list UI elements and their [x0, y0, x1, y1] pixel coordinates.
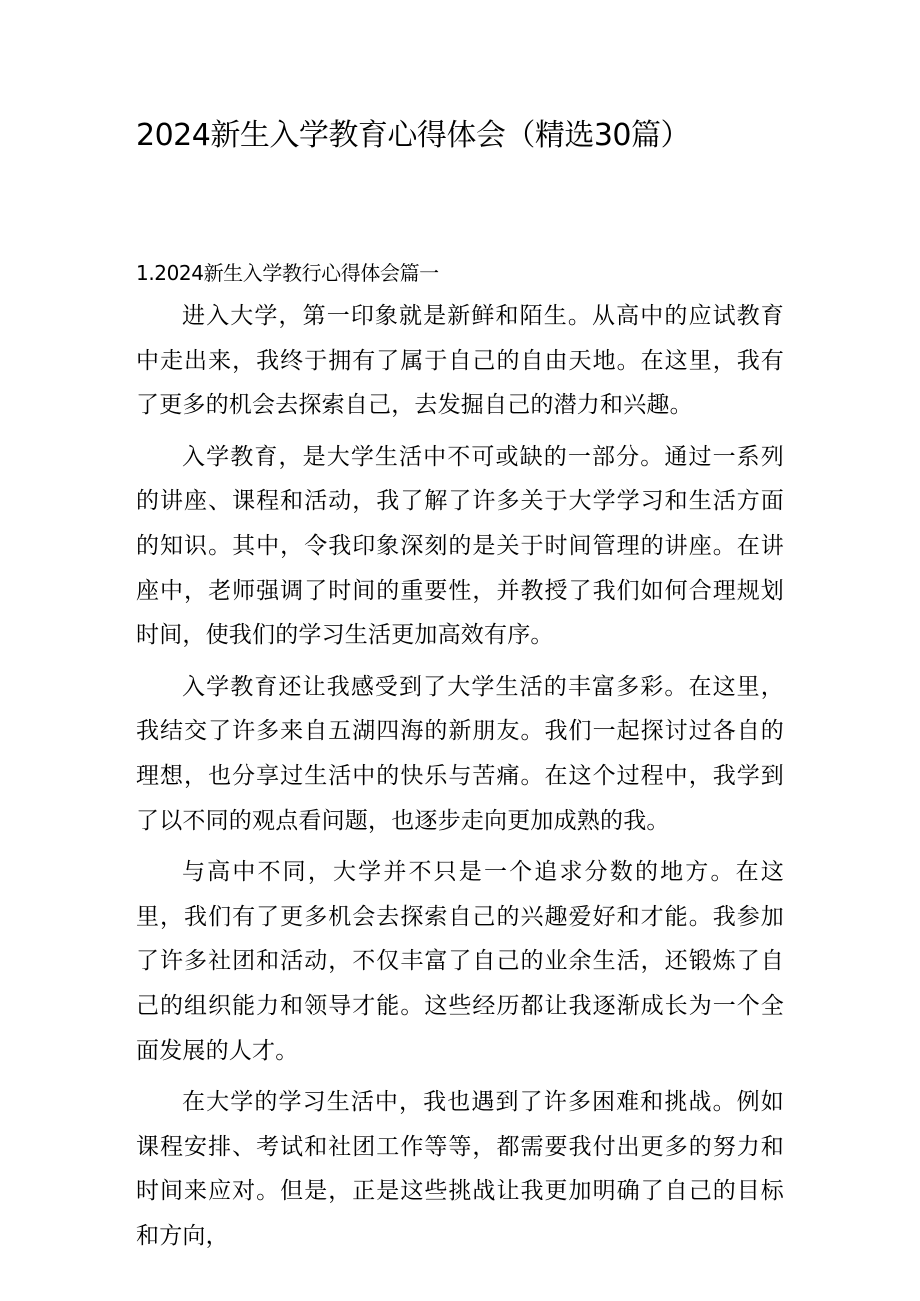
- paragraph: 与高中不同，大学并不只是一个追求分数的地方。在这里，我们有了更多机会去探索自己的兴趣爱好和才能。我参加了许多社团和活动，不仅丰富了自己的业余生活，还锻炼了自己的组织能力和领导才能。这些经历都让我逐渐成长为一个全面发展的人才。: [136, 859, 784, 1064]
- paragraph: 入学教育，是大学生活中不可或缺的一部分。通过一系列的讲座、课程和活动，我了解了许多关于大学学习和生活方面的知识。其中，令我印象深刻的是关于时间管理的讲座。在讲座中，老师强调了时间的重要性，并教授了我们如何合理规划时间，使我们的学习生活更加高效有序。: [136, 443, 784, 649]
- paragraph: 入学教育还让我感受到了大学生活的丰富多彩。在这里，我结交了许多来自五湖四海的新朋友。我们一起探讨过各自的理想，也分享过生活中的快乐与苦痛。在这个过程中，我学到了以不同的观点看问题，也逐步走向更加成熟的我。: [136, 673, 784, 834]
- paragraph: 进入大学，第一印象就是新鲜和陌生。从高中的应试教育中走出来，我终于拥有了属于自己的自由天地。在这里，我有了更多的机会去探索自己，去发掘自己的潜力和兴趣。: [136, 303, 784, 419]
- paragraph: 在大学的学习生活中，我也遇到了许多困难和挑战。例如课程安排、考试和社团工作等等，都需要我付出更多的努力和时间来应对。但是，正是这些挑战让我更加明确了自己的目标和方向，: [136, 1089, 784, 1249]
- document-title: 2024新生入学教育心得体会（精选30篇）: [136, 118, 691, 153]
- body-text: [136, 294, 784, 1265]
- section-heading: 1.2024新生入学教行心得体会篇一: [136, 261, 439, 285]
